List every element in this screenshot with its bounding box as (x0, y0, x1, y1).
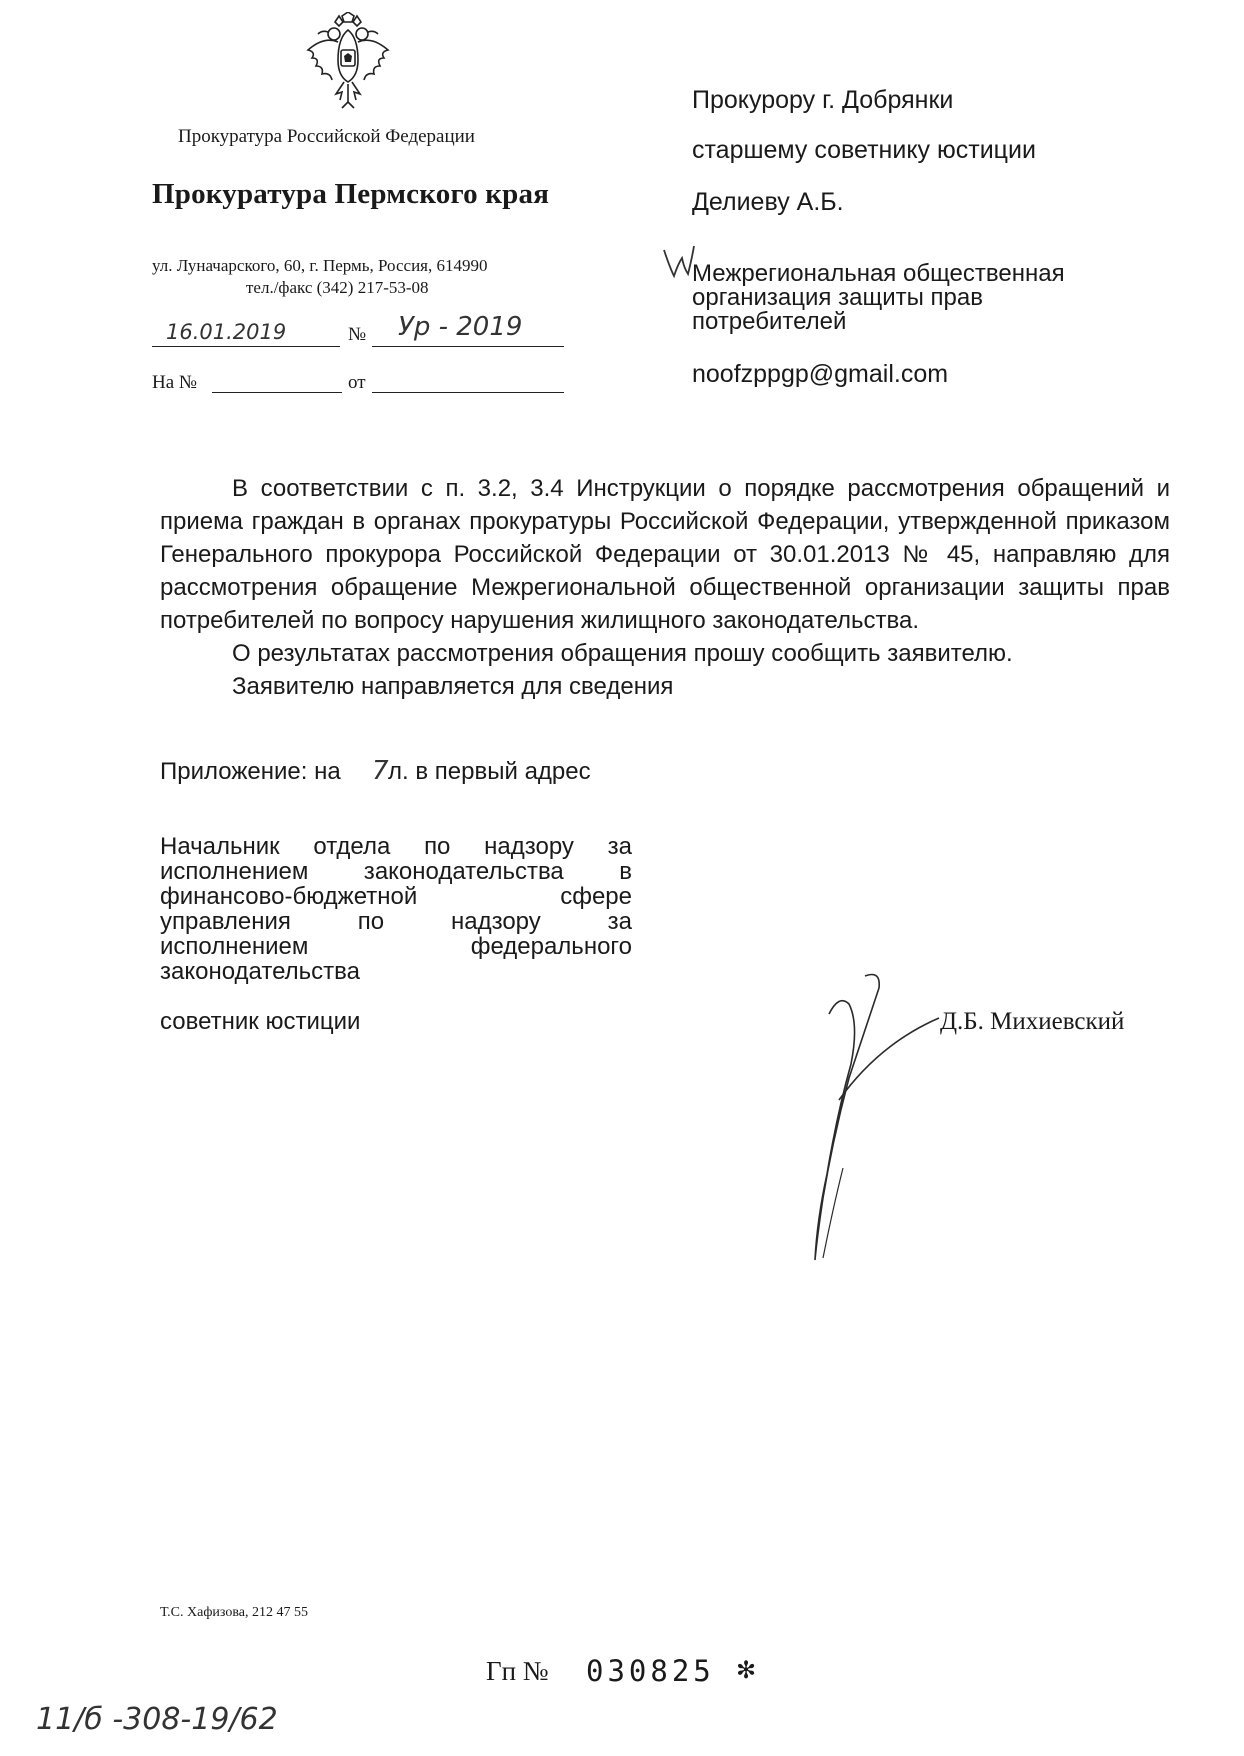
recipient-line-3: потребителей (692, 308, 847, 335)
org-regional-title: Прокуратура Пермского края (152, 178, 550, 210)
gp-number: 030825 (586, 1654, 715, 1688)
addressee-line-3: Делиеву А.Б. (692, 188, 844, 216)
from-label: от (348, 372, 366, 393)
in-reply-underline (212, 392, 342, 393)
gp-star: ✻ (736, 1657, 757, 1684)
registration-handwritten: 11/б -308-19/62 (36, 1702, 278, 1737)
date-handwritten: 16.01.2019 (166, 320, 287, 344)
body-paragraph-1: В соответствии с п. 3.2, 3.4 Инструкции о порядке рассмотрения обращений и приема граждан в органах прокуратуры Российской Федерации, утвержденной приказом Генерального прокурора Российской Федерации от 30.01.2013 № 45, направляю для рассмотрения обращение Межрегиональной общественной организации защиты прав потребителей по вопросу нарушения жилищного законодательства. (160, 475, 1170, 634)
attachment-suffix: л. в первый адрес (388, 758, 591, 785)
date-underline (152, 346, 340, 347)
sender-address: ул. Луначарского, 60, г. Пермь, Россия, 614990 (152, 256, 488, 275)
body-paragraph-2: О результатах рассмотрения обращения прошу сообщить заявителю. (232, 640, 1013, 667)
letter-body (160, 472, 1170, 703)
handwritten-signature (755, 968, 955, 1268)
recipient-email: noofzppgp@gmail.com (692, 360, 949, 388)
signer-rank: советник юстиции (160, 1008, 361, 1035)
position-line: исполнением федерального (160, 933, 632, 960)
recipient-line-1: Межрегиональная общественная (692, 260, 1065, 287)
from-underline (372, 392, 564, 393)
in-reply-label: На № (152, 372, 198, 393)
number-handwritten: Ур - 2019 (398, 312, 523, 342)
body-paragraph-3: Заявителю направляется для сведения (232, 673, 674, 700)
position-line: законодательства (160, 958, 360, 985)
signer-position (160, 834, 632, 984)
position-line: финансово-бюджетной сфере (160, 883, 632, 910)
executor-line: Т.С. Хафизова, 212 47 55 (160, 1605, 308, 1620)
number-underline (372, 346, 564, 347)
position-line: управления по надзору за (160, 908, 632, 935)
gp-label: Гп № (486, 1656, 549, 1686)
number-label: № (348, 324, 367, 345)
attachment-prefix: Приложение: на (160, 758, 341, 785)
addressee-line-2: старшему советнику юстиции (692, 136, 1036, 164)
position-line: исполнением законодательства в (160, 858, 632, 885)
org-federal: Прокуратура Российской Федерации (178, 126, 475, 147)
signer-name: Д.Б. Михиевский (940, 1008, 1125, 1035)
coat-of-arms-emblem (302, 12, 394, 112)
sender-phone: тел./факс (342) 217-53-08 (246, 278, 429, 297)
addressee-line-1: Прокурору г. Добрянки (692, 86, 954, 114)
attachment-count-handwritten: 7 (372, 756, 389, 786)
position-line: Начальник отдела по надзору за (160, 833, 632, 860)
recipient-line-2: организация защиты прав (692, 284, 983, 311)
